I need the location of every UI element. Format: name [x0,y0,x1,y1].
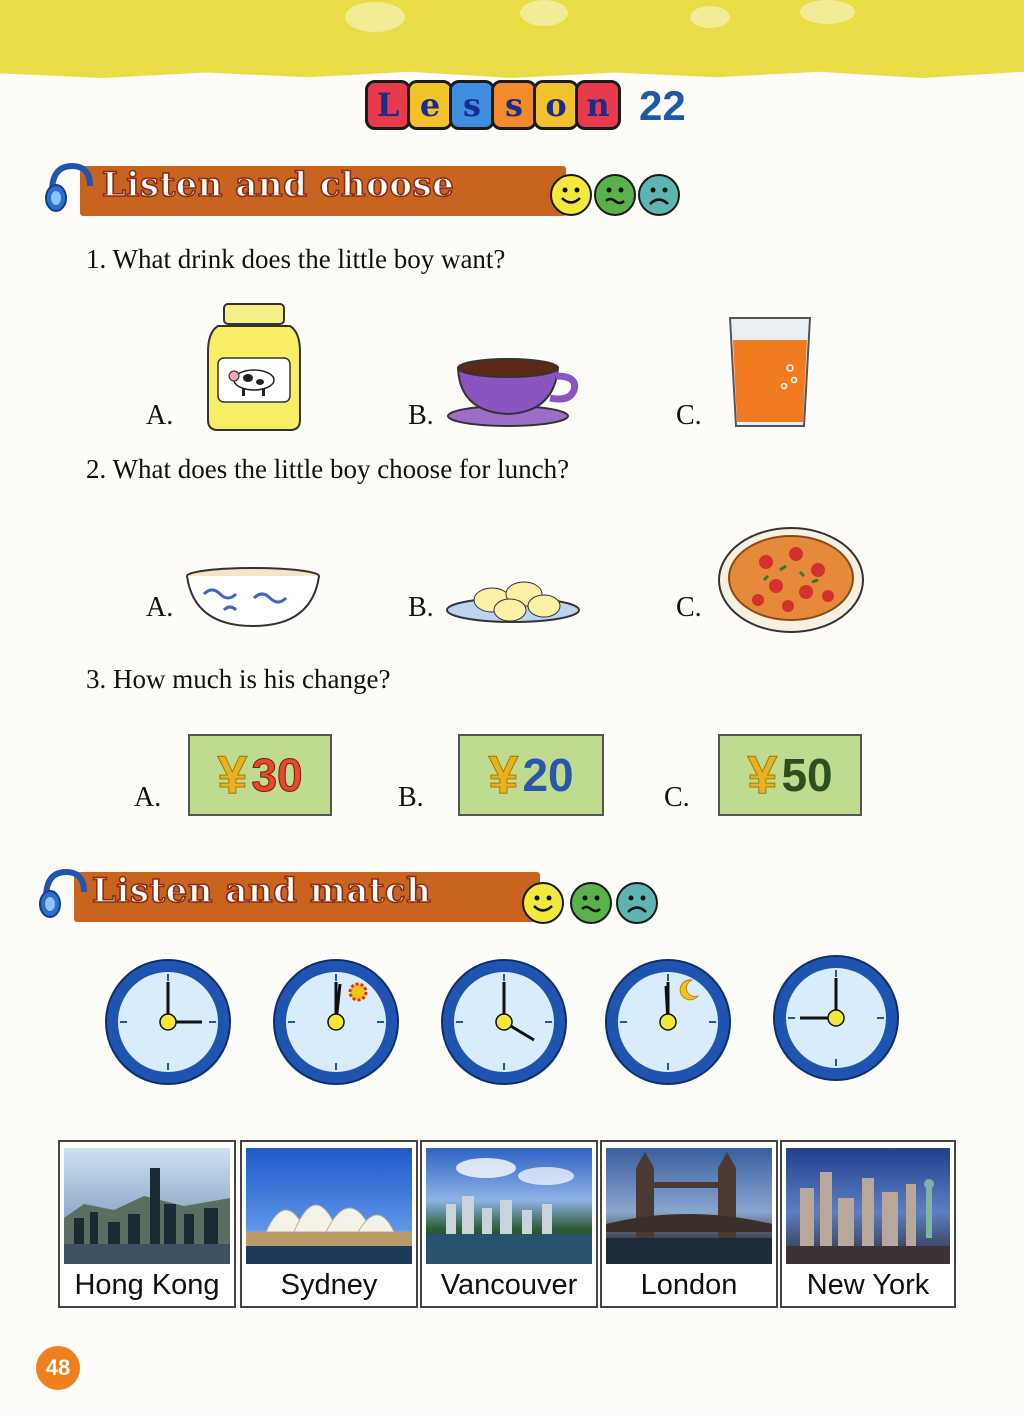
option-label[interactable]: A. [146,400,174,431]
clock-icon[interactable] [434,954,574,1090]
option-label[interactable]: C. [676,592,702,623]
banner-decoration [690,6,730,28]
question-number: 3. [86,664,107,694]
option-label[interactable]: C. [664,782,690,813]
tea-cup-image [446,354,582,430]
top-banner [0,0,1024,78]
banner-decoration [345,2,405,32]
lesson-letter-tile: L [365,80,411,130]
orange-juice-glass-image [724,314,816,430]
headphones-icon [42,160,98,218]
option-label[interactable]: B. [408,400,434,431]
happy-face-icon [550,174,592,216]
lesson-letter-tile: s [491,80,537,130]
question-text: What drink does the little boy want? [112,244,506,274]
headphones-icon [36,866,92,924]
banknote-value: 20 [522,749,574,801]
page-number: 48 [45,1355,71,1380]
clock-with-moon-icon[interactable] [598,954,738,1090]
lesson-letter-tile: n [575,80,621,130]
section-title: Listen and choose [102,165,455,205]
lesson-title [365,78,686,130]
banner-decoration [520,0,568,26]
city-label: New York [806,1269,930,1301]
option-label[interactable]: A. [134,782,162,813]
city-card-sydney[interactable] [240,1140,418,1308]
question-text: How much is his change? [113,664,391,694]
option-label[interactable]: A. [146,592,174,623]
sad-face-icon [638,174,680,216]
city-label: Sydney [280,1269,378,1301]
option-label[interactable]: B. [398,782,424,813]
city-card-vancouver[interactable] [420,1140,598,1308]
dumplings-image [444,566,582,626]
happy-face-icon [522,882,564,924]
noodle-bowl-image [184,566,322,630]
question-number: 1. [86,244,107,274]
city-photo [426,1148,592,1264]
city-card-hong-kong[interactable] [58,1140,236,1308]
city-card-london[interactable] [600,1140,778,1308]
question-1 [86,244,505,275]
question-2 [86,454,569,485]
city-card-new-york[interactable] [780,1140,956,1308]
section-header-listen-choose [42,160,722,218]
banknote-value: 30 [251,749,303,801]
section-header-listen-match [36,866,716,924]
clock-with-sun-icon[interactable] [266,954,406,1090]
city-label: Vancouver [440,1269,578,1301]
lesson-letter-tile: s [449,80,495,130]
lesson-letter-tile: e [407,80,453,130]
clock-icon[interactable] [766,950,906,1086]
yen-symbol: ¥ [488,745,519,805]
banner-decoration [800,0,855,24]
banknote-value: 50 [781,749,833,801]
milk-jar-image [204,302,304,432]
question-3 [86,664,390,695]
city-label: London [640,1269,738,1301]
city-photo [64,1148,230,1264]
banknote-50 [718,734,862,816]
lesson-number: 22 [639,82,686,129]
banknote-20 [458,734,604,816]
question-text: What does the little boy choose for lunch? [112,454,570,484]
clock-icon[interactable] [98,954,238,1090]
city-photo [246,1148,412,1264]
sad-face-icon [616,882,658,924]
city-photo [606,1148,772,1264]
city-photo [786,1148,950,1264]
pizza-image [716,526,866,634]
neutral-face-icon [570,882,612,924]
page-number-badge [36,1346,80,1390]
city-label: Hong Kong [74,1269,220,1301]
question-number: 2. [86,454,107,484]
section-title: Listen and match [92,871,432,911]
yen-symbol: ¥ [747,745,778,805]
option-label[interactable]: C. [676,400,702,431]
banknote-30 [188,734,332,816]
option-label[interactable]: B. [408,592,434,623]
yen-symbol: ¥ [217,745,248,805]
lesson-letter-tile: o [533,80,579,130]
neutral-face-icon [594,174,636,216]
